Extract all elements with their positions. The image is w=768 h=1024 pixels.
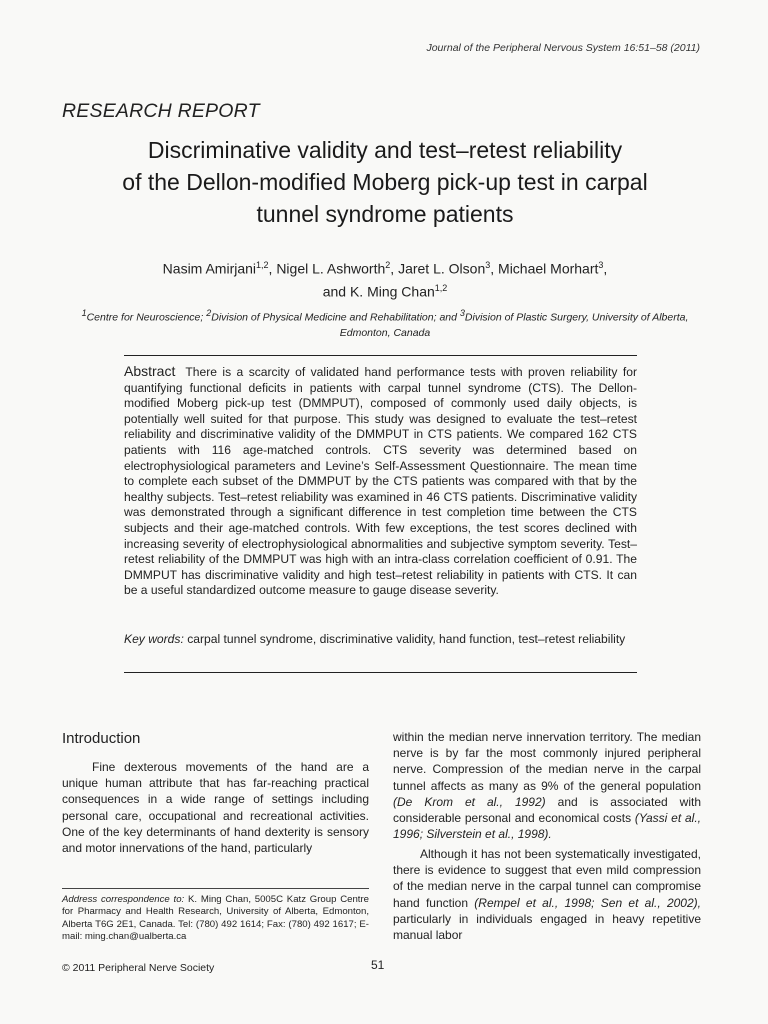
correspondence-footnote (62, 894, 369, 944)
paragraph-text: and is associated with considerable personal and economical costs (393, 794, 701, 826)
citation: (Rempel et al., 1998; Sen et al., 2002), (474, 895, 701, 910)
author-affil-ref: 1,2 (256, 260, 269, 270)
abstract-heading: Abstract (124, 363, 176, 379)
paragraph-text: within the median nerve innervation territory. The median nerve is by far the most commonly injured peripheral nerve. Compression of the median nerve in the carpal tunnel affects as many as 9% of the general population (393, 730, 701, 793)
intro-paragraph (393, 729, 701, 842)
copyright-notice: © 2011 Peripheral Nerve Society (62, 962, 215, 974)
page-number: 51 (371, 958, 385, 972)
keywords-text: carpal tunnel syndrome, discriminative validity, hand function, test–retest reliability (183, 632, 626, 646)
author-name: Nasim Amirjani (162, 260, 257, 277)
author-affil-ref: 1,2 (434, 282, 448, 293)
abstract-bottom-rule (124, 672, 637, 673)
affil-marker: 2 (206, 308, 212, 318)
author-separator: , (603, 260, 608, 277)
title-line: tunnel syndrome patients (256, 201, 514, 227)
article-title (40, 134, 730, 230)
paragraph-text: particularly in individuals engaged in heavy repetitive manual labor (393, 911, 701, 943)
affil-text: Division of Physical Medicine and Rehabilitation; and (211, 311, 460, 324)
affil-text: Division of Plastic Surgery, University of Alberta, Edmonton, Canada (339, 311, 689, 339)
affil-marker: 1 (81, 308, 87, 318)
affil-text: Centre for Neuroscience; (86, 311, 207, 324)
citation: (Yassi et al., 1996; Silverstein et al., 1998). (393, 811, 701, 842)
author-name: and K. Ming Chan (322, 283, 435, 300)
abstract (124, 364, 637, 599)
journal-reference: Journal of the Peripheral Nervous System 16:51–58 (2011) (426, 42, 700, 54)
author-affil-ref: 3 (485, 260, 491, 270)
affiliations (60, 306, 710, 341)
abstract-text: There is a scarcity of validated hand performance tests with proven reliability for quantifying functional deficits in patients with carpal tunnel syndrome (CTS). The Dellon-modified Moberg pick-up test (DMMPUT), composed of commonly used daily objects, is potentially well suited for that purpose. This study was designed to evaluate the test–retest reliability and discriminative validity of the DMMPUT in CTS patients. We compared 162 CTS patients with 116 age-matched controls. CTS severity was determined based on electrophysiological parameters and Levine’s Self-Assessment Questionnaire. The mean time to complete each subset of the DMMPUT by the CTS patients was compared with that by the healthy subjects. Test–retest reliability was examined in 46 CTS patients. Discriminative validity was demonstrated through a significant difference in test completion time between the CTS subjects and their age-matched controls. With few exceptions, the test scores declined with increasing severity of electrophysiological abnormalities and subjective symptom severity. Test–retest reliability of the DMMPUT was high with an intra-class correlation coefficient of 0.91. The DMMPUT has discriminative validity and high test–retest reliability in patients with CTS. It can be a useful standardized outcome measure to gauge disease severity. (124, 365, 637, 598)
author-name: , Jaret L. Olson (390, 260, 486, 277)
citation: (De Krom et al., 1992) (393, 794, 546, 809)
keywords-label: Key words: (124, 632, 184, 646)
author-name: , Nigel L. Ashworth (268, 260, 386, 277)
affil-marker: 3 (459, 308, 465, 318)
introduction-heading: Introduction (62, 730, 141, 747)
abstract-top-rule (124, 355, 637, 356)
author-list (60, 256, 710, 301)
author-name: , Michael Morhart (490, 260, 599, 277)
section-label: RESEARCH REPORT (62, 100, 260, 122)
intro-paragraph (393, 846, 701, 943)
keywords (124, 632, 637, 648)
footnote-rule (62, 888, 369, 889)
title-line: of the Dellon-modified Moberg pick-up test in carpal (122, 169, 648, 195)
paragraph-text: Although it has not been systematically investigated, there is evidence to suggest that even mild compression of the median nerve in the carpal tunnel can compromise hand function (393, 847, 701, 910)
correspondence-text: K. Ming Chan, 5005C Katz Group Centre for Pharmacy and Health Research, University of Alberta, Edmonton, Alberta T6G 2E1, Canada. Tel: (780) 492 1614; Fax: (780) 492 1617; E-mail: ming.chan@ualberta.ca (62, 894, 370, 943)
intro-paragraph: Fine dexterous movements of the hand are a unique human attribute that has far-reaching practical consequences in a wide range of settings including personal care, occupational and recreational activities. One of the key determinants of hand dexterity is sensory and motor innervations of the hand, particularly (62, 760, 369, 856)
author-affil-ref: 2 (385, 260, 391, 270)
author-affil-ref: 3 (598, 260, 604, 270)
correspondence-label: Address correspondence to: (62, 894, 185, 905)
title-line: Discriminative validity and test–retest reliability (147, 137, 623, 163)
